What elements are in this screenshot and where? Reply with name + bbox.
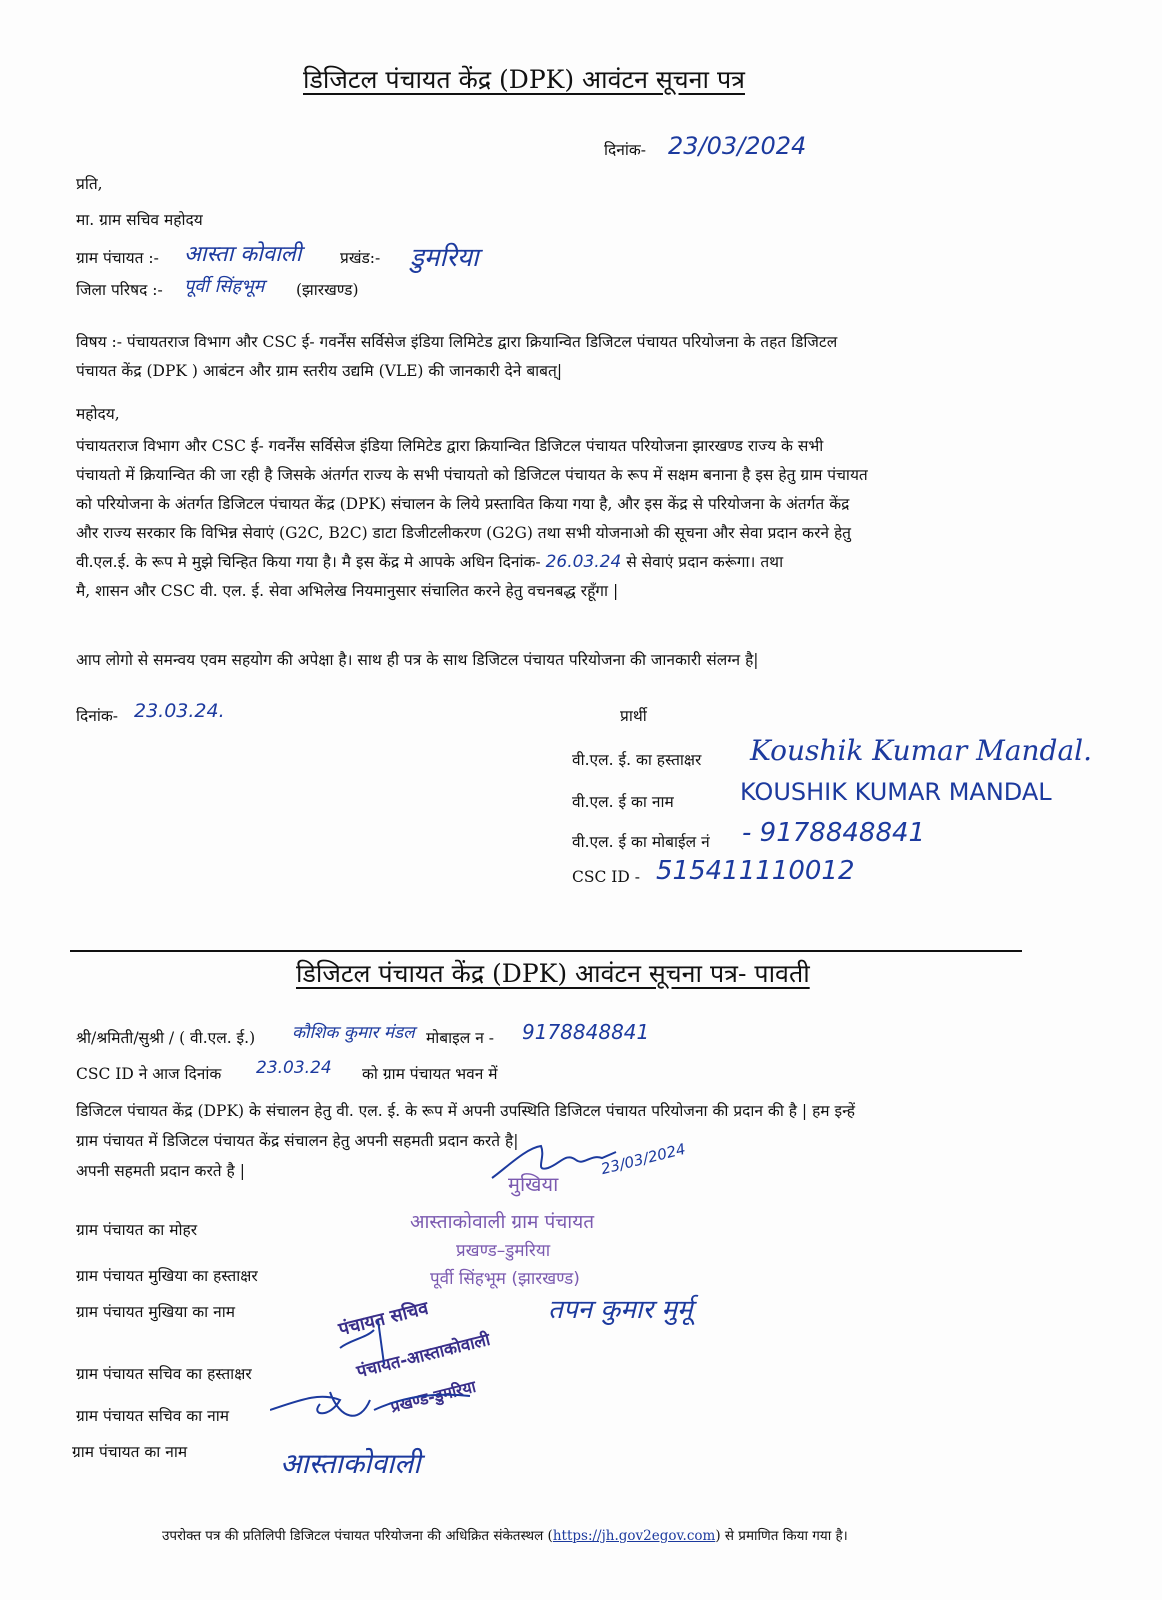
mukhiya-name-label: ग्राम पंचायत मुखिया का नाम — [76, 1303, 235, 1321]
receipt-line: अपनी सहमती प्रदान करते है | — [76, 1162, 245, 1180]
body-line — [76, 548, 868, 577]
secretary-stamp-line: पंचायत-आस्ताकोवाली — [354, 1329, 493, 1383]
secretary-stamp-line: प्रखण्ड-डुमरिया — [388, 1376, 478, 1417]
mukhiya-stamp-line: पूर्वी सिंहभूम (झारखण्ड) — [430, 1269, 580, 1289]
csc-id-label: CSC ID - — [572, 868, 640, 886]
letter-body — [76, 432, 868, 606]
closing-date-value: 23.03.24. — [134, 700, 225, 722]
seal-label: ग्राम पंचायत का मोहर — [76, 1221, 198, 1239]
receipt-line2-pre: CSC ID ने आज दिनांक — [76, 1065, 222, 1083]
csc-id-value: 515411110012 — [656, 856, 855, 886]
body-line: को परियोजना के अंतर्गत डिजिटल पंचायत केंद्र (DPK) संचालन के लिये प्रस्तावित किया गया है, और इस केंद्र से परियोजना के अंतर्गत केंद्र — [76, 495, 850, 513]
footer-note — [162, 1526, 848, 1544]
panchayat-name-value: आस्ताकोवाली — [280, 1447, 421, 1480]
receipt-line2-post: को ग्राम पंचायत भवन में — [362, 1065, 498, 1083]
subject-line: विषय :- पंचायतराज विभाग और CSC ई- गवर्नेंस सर्विसेज इंडिया लिमिटेड द्वारा क्रियान्वित डिजिटल पंचायत परियोजना के तहत डिजिटल — [76, 333, 838, 351]
vle-name-label: वी.एल. ई का नाम — [572, 793, 674, 811]
vle-signature: Koushik Kumar Mandal. — [750, 734, 1093, 767]
receipt-mobile-label: मोबाइल न - — [426, 1029, 494, 1047]
secretary-sign-label: ग्राम पंचायत सचिव का हस्ताक्षर — [76, 1365, 252, 1383]
secretary-name-label: ग्राम पंचायत सचिव का नाम — [76, 1407, 229, 1425]
mukhiya-stamp-line: प्रखण्ड–डुमरिया — [456, 1241, 551, 1261]
mukhiya-sign-label: ग्राम पंचायत मुखिया का हस्ताक्षर — [76, 1267, 258, 1285]
district-label: जिला परिषद :- — [76, 281, 163, 299]
applicant-label: प्रार्थी — [620, 707, 647, 725]
receipt-vle-name: कौशिक कुमार मंडल — [292, 1023, 415, 1043]
body-line5-post: से सेवाएं प्रदान करूंगा। तथा — [626, 553, 784, 571]
to-label: प्रति, — [76, 175, 103, 193]
footer-text-end: ) से प्रमाणित किया गया है। — [715, 1528, 848, 1544]
subject — [76, 328, 837, 386]
body-line: और राज्य सरकार कि विभिन्न सेवाएं (G2C, B2C) डाटा डिजीटलीकरण (G2G) तथा सभी योजनाओ की सूचना और सेवा प्रदान करने हेतु — [76, 524, 852, 542]
block-value: डुमरिया — [410, 243, 479, 273]
receipt-body — [76, 1096, 855, 1186]
body-line: मै, शासन और CSC वी. एल. ई. सेवा अभिलेख नियमानुसार संचालित करने हेतु वचनबद्ध रहूँगा | — [76, 582, 619, 600]
mukhiya-stamp-line: आस्ताकोवाली ग्राम पंचायत — [410, 1211, 595, 1233]
salutation: महोदय, — [76, 405, 120, 423]
state-label: (झारखण्ड) — [296, 281, 359, 299]
receipt-date: 23.03.24 — [256, 1058, 332, 1078]
gram-panchayat-value: आस्ता कोवाली — [184, 242, 302, 267]
receipt-mobile-value: 9178848841 — [522, 1020, 650, 1044]
mukhiya-stamp-title: मुखिया — [508, 1172, 559, 1196]
body-line: पंचायतो में क्रियान्वित की जा रही है जिसके अंतर्गत राज्य के सभी पंचायतो को डिजिटल पंचायत के रूप में सक्षम बनाना है इस हेतु ग्राम पंचायत — [76, 466, 868, 484]
body-line: पंचायतराज विभाग और CSC ई- गवर्नेंस सर्विसेज इंडिया लिमिटेड द्वारा क्रियान्वित डिजिटल पंचायत परियोजना झारखण्ड राज्य के सभी — [76, 437, 824, 455]
subject-line: पंचायत केंद्र (DPK ) आबंटन और ग्राम स्तरीय उद्यमि (VLE) की जानकारी देने बाबत्| — [76, 362, 563, 380]
secretary-stamp-title: पंचायत सचिव — [336, 1297, 431, 1341]
gram-panchayat-label: ग्राम पंचायत :- — [76, 249, 159, 267]
letter-title: डिजिटल पंचायत केंद्र (DPK) आवंटन सूचना पत्र — [303, 65, 745, 94]
date-label: दिनांक- — [604, 141, 647, 159]
vle-name: KOUSHIK KUMAR MANDAL — [740, 778, 1052, 806]
block-label: प्रखंड:- — [340, 249, 381, 267]
receipt-line: ग्राम पंचायत में डिजिटल पंचायत केंद्र संचालन हेतु अपनी सहमती प्रदान करते है| — [76, 1132, 519, 1150]
receipt-title: डिजिटल पंचायत केंद्र (DPK) आवंटन सूचना पत्र- पावती — [296, 959, 810, 988]
mukhiya-name-value: तपन कुमार मुर्मू — [548, 1295, 693, 1325]
vle-signature-label: वी.एल. ई. का हस्ताक्षर — [572, 751, 702, 769]
vle-mobile: - 9178848841 — [742, 818, 926, 848]
section-divider — [70, 950, 1022, 952]
vle-mobile-label: वी.एल. ई का मोबाईल नं — [572, 833, 710, 851]
district-value: पूर्वी सिंहभूम — [184, 276, 265, 297]
addressee: मा. ग्राम सचिव महोदय — [76, 211, 203, 229]
mukhiya-sign-date: 23/03/2024 — [599, 1139, 688, 1179]
receipt-line1-pre: श्री/श्रमिती/सुश्री / ( वी.एल. ई.) — [76, 1029, 256, 1047]
cooperation-text: आप लोगो से समन्वय एवम सहयोग की अपेक्षा है। साथ ही पत्र के साथ डिजिटल पंचायत परियोजना की जानकारी संलग्न है| — [76, 651, 759, 669]
closing-date-label: दिनांक- — [76, 707, 119, 725]
footer-text: उपरोक्त पत्र की प्रतिलिपी डिजिटल पंचायत परियोजना की अधिक्रित संकेतस्थल ( — [162, 1528, 553, 1544]
panchayat-name-label: ग्राम पंचायत का नाम — [72, 1443, 188, 1461]
receipt-line: डिजिटल पंचायत केंद्र (DPK) के संचालन हेतु वी. एल. ई. के रूप में अपनी उपस्थिति डिजिटल पंचायत परियोजना की प्रदान की है | हम इन्हें — [76, 1102, 855, 1120]
footer-link[interactable]: https://jh.gov2egov.com — [552, 1528, 716, 1544]
date-value: 23/03/2024 — [668, 132, 807, 160]
service-start-date: 26.03.24 — [545, 552, 622, 572]
body-line5-pre: वी.एल.ई. के रूप मे मुझे चिन्हित किया गया है। मै इस केंद्र मे आपके अधिन दिनांक- — [76, 553, 541, 571]
